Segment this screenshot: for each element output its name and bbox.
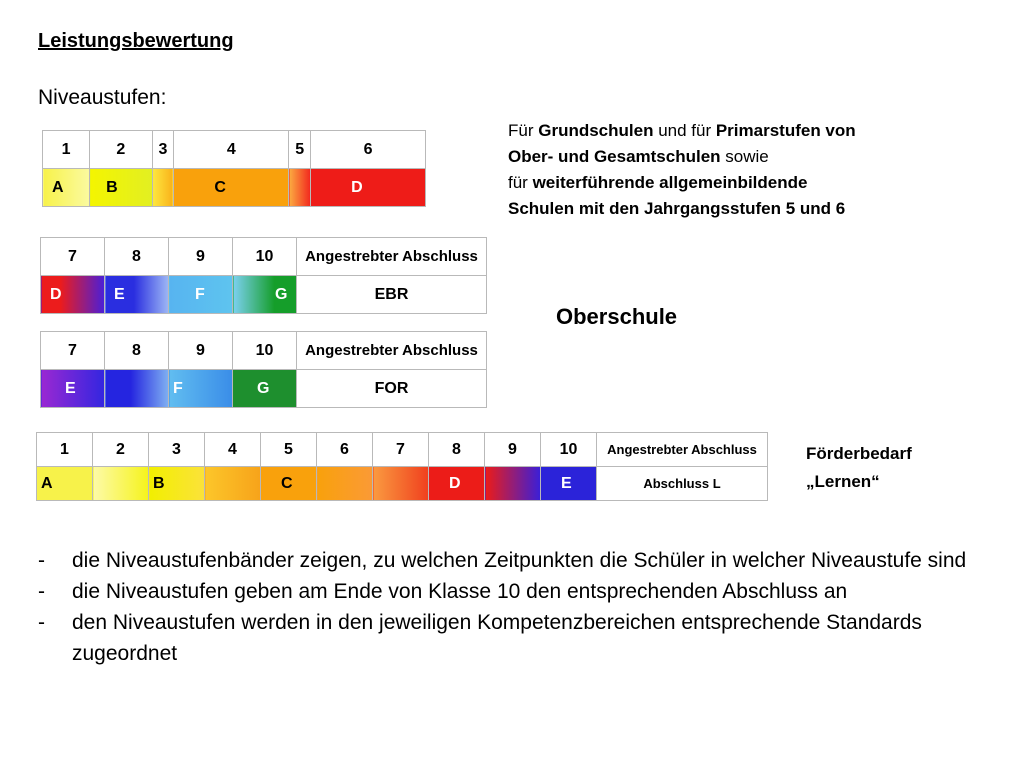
grade-cell: 10: [233, 332, 297, 370]
level-cell: A: [37, 467, 93, 501]
grade-cell: 4: [174, 131, 289, 169]
goal-value: EBR: [297, 276, 487, 314]
niveau-band-for: [40, 331, 487, 408]
list-item: - die Niveaustufen geben am Ende von Klasse 10 den entsprechenden Abschluss an: [38, 580, 848, 603]
grade-cell: 7: [41, 238, 105, 276]
level-cell: G: [233, 276, 297, 314]
level-cell: B: [149, 467, 205, 501]
grade-cell: 10: [541, 433, 597, 467]
level-cell: B: [90, 169, 152, 207]
grade-cell: 8: [105, 332, 169, 370]
grade-cell: 1: [37, 433, 93, 467]
list-item: - die Niveaustufenbänder zeigen, zu welchen Zeitpunkten die Schüler in welcher Niveaustufe sind: [38, 549, 967, 572]
grade-cell: 9: [169, 332, 233, 370]
foerderbedarf-label: Förderbedarf „Lernen“: [806, 444, 912, 491]
level-cell: D: [429, 467, 485, 501]
niveau-heading: Niveaustufen:: [38, 86, 167, 109]
grade-cell: 5: [289, 131, 311, 169]
level-cell: A: [43, 169, 90, 207]
level-cell: [105, 370, 169, 408]
grade-cell: 9: [485, 433, 541, 467]
level-cell: C: [261, 467, 317, 501]
niveau-band-ebr: [40, 237, 487, 314]
grade-cell: 8: [429, 433, 485, 467]
goal-value: FOR: [297, 370, 487, 408]
grade-cell: 7: [41, 332, 105, 370]
level-cell: E: [541, 467, 597, 501]
page-title: Leistungsbewertung: [38, 30, 234, 52]
niveau-band-lernen: [36, 432, 768, 501]
grade-cell: 4: [205, 433, 261, 467]
level-cell: F: [169, 370, 233, 408]
level-cell: [152, 169, 174, 207]
note-line: Ober- und Gesamtschulen sowie: [508, 147, 769, 166]
goal-header: Angestrebter Abschluss: [597, 433, 768, 467]
grade-cell: 6: [311, 131, 426, 169]
grade-cell: 10: [233, 238, 297, 276]
grade-cell: 5: [261, 433, 317, 467]
grundschule-note: [508, 118, 856, 222]
level-cell: [289, 169, 311, 207]
goal-header: Angestrebter Abschluss: [297, 238, 487, 276]
note-line: Für Grundschulen und für Primarstufen von: [508, 121, 856, 140]
grade-cell: 7: [373, 433, 429, 467]
level-cell: D: [311, 169, 426, 207]
grade-cell: 8: [105, 238, 169, 276]
grade-cell: 3: [152, 131, 174, 169]
level-cell: [485, 467, 541, 501]
level-cell: F: [169, 276, 233, 314]
level-cell: [373, 467, 429, 501]
level-cell: [93, 467, 149, 501]
level-cell: E: [105, 276, 169, 314]
grade-cell: 2: [93, 433, 149, 467]
goal-value: Abschluss L: [597, 467, 768, 501]
level-cell: [317, 467, 373, 501]
grade-cell: 2: [90, 131, 152, 169]
level-cell: D: [41, 276, 105, 314]
grade-cell: 3: [149, 433, 205, 467]
niveau-band-grundschule: [42, 130, 426, 207]
oberschule-label: Oberschule: [556, 304, 678, 329]
list-item: - den Niveaustufen werden in den jeweiligen Kompetenzbereichen entsprechende Standards zugeordnet: [38, 611, 922, 665]
grade-cell: 6: [317, 433, 373, 467]
goal-header: Angestrebter Abschluss: [297, 332, 487, 370]
level-cell: C: [174, 169, 289, 207]
bullet-list: [38, 545, 998, 669]
level-cell: G: [233, 370, 297, 408]
level-cell: [205, 467, 261, 501]
grade-cell: 1: [43, 131, 90, 169]
grade-cell: 9: [169, 238, 233, 276]
note-line: für weiterführende allgemeinbildende: [508, 173, 808, 192]
note-line: Schulen mit den Jahrgangsstufen 5 und 6: [508, 199, 846, 218]
level-cell: E: [41, 370, 105, 408]
